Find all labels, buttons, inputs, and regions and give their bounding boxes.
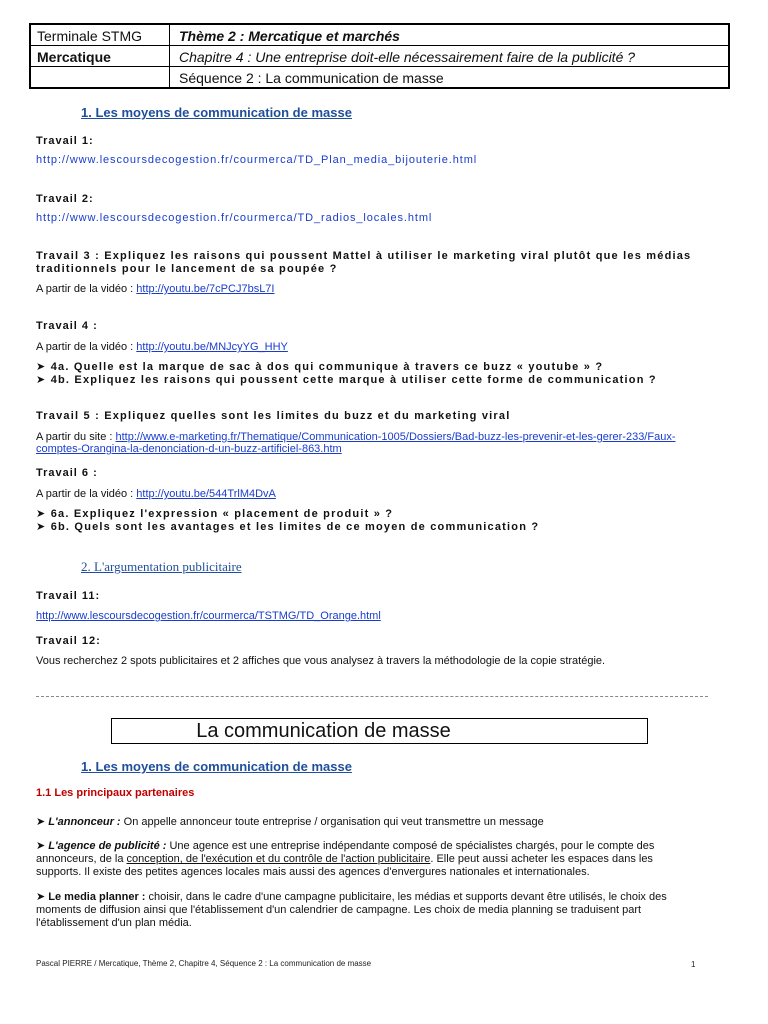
travail-12-text: Vous recherchez 2 spots publicitaires et 2 affiches que vous analysez à travers la méthodologie de la copie stratégie. bbox=[36, 655, 606, 667]
agence-line-3: supports. Il existe des petites agences locales mais aussi des agences d'envergures nationales et internationales. bbox=[36, 866, 590, 878]
dashed-separator bbox=[36, 696, 708, 697]
travail-2-label: Travail 2: bbox=[36, 193, 94, 205]
travail-11-link[interactable]: http://www.lescoursdecogestion.fr/courmerca/TSTMG/TD_Orange.html bbox=[36, 610, 381, 622]
arrow-bullet-icon: ➤ bbox=[36, 891, 49, 903]
annonceur-label: L'annonceur : bbox=[48, 816, 121, 828]
travail-1-link[interactable]: http://www.lescoursdecogestion.fr/courmerca/TD_Plan_media_bijouterie.html bbox=[36, 154, 478, 166]
travail-3-video-prefix: A partir de la vidéo : bbox=[36, 283, 137, 295]
travail-5-link-part2[interactable]: comptes-Orangina-la-denonciation-d-un-buzz-artificiel-863.htm bbox=[36, 443, 342, 455]
agence-text-2a: annonceurs, de la bbox=[36, 853, 127, 865]
travail-4b-question: 4b. Expliquez les raisons qui poussent cette marque à utiliser cette forme de communication ? bbox=[50, 374, 657, 386]
travail-6-video-link[interactable]: http://youtu.be/544TrlM4DvA bbox=[136, 488, 276, 500]
travail-5-site-prefix: A partir du site : bbox=[36, 431, 116, 443]
travail-1-label: Travail 1: bbox=[36, 135, 94, 147]
travail-6-video-prefix: A partir de la vidéo : bbox=[36, 488, 137, 500]
agence-label: L'agence de publicité : bbox=[48, 840, 167, 852]
travail-4-video-line bbox=[36, 341, 288, 353]
arrow-bullet-icon: ➤ bbox=[36, 374, 51, 386]
travail-6a-question: 6a. Expliquez l'expression « placement de produit » ? bbox=[50, 508, 394, 520]
media-line-3: l'établissement d'un plan média. bbox=[36, 917, 192, 929]
agence-text-1: Une agence est une entreprise indépendante composé de spécialistes chargés, pour le compte des bbox=[166, 840, 655, 852]
header-row-2 bbox=[31, 46, 728, 67]
section2-title: 2. L'argumentation publicitaire bbox=[81, 559, 242, 574]
arrow-bullet-icon: ➤ bbox=[36, 521, 51, 533]
travail-6-video-line bbox=[36, 488, 276, 500]
travail-3-video-link[interactable]: http://youtu.be/7cPCJ7bsL7I bbox=[136, 283, 275, 295]
footer-text: Pascal PIERRE / Mercatique, Thème 2, Chapitre 4, Séquence 2 : La communication de masse bbox=[36, 959, 372, 968]
agence-line-2 bbox=[36, 853, 720, 866]
course-subtitle: 1.1 Les principaux partenaires bbox=[36, 787, 195, 799]
agence-text-2-underlined: conception, de l'exécution et du contrôle de l'action publicitaire bbox=[126, 853, 431, 865]
media-label: Le media planner : bbox=[48, 891, 146, 903]
arrow-bullet-icon: ➤ bbox=[36, 361, 51, 373]
travail-4-video-link[interactable]: http://youtu.be/MNJcyYG_HHY bbox=[136, 341, 288, 353]
travail-4-label: Travail 4 : bbox=[36, 320, 98, 332]
travail-4b-item bbox=[36, 373, 657, 386]
travail-5-link-part1[interactable]: http://www.e-marketing.fr/Thematique/Communication-1005/Dossiers/Bad-buzz-les-prevenir-et-les-gerer-233/Faux- bbox=[115, 431, 676, 443]
annonceur-paragraph bbox=[36, 816, 720, 829]
page-number: 1 bbox=[691, 960, 696, 969]
header-theme-label: Thème 2 : Mercatique et marchés bbox=[179, 28, 400, 44]
travail-4a-question: 4a. Quelle est la marque de sac à dos qui communique à travers ce buzz « youtube » ? bbox=[50, 361, 604, 373]
annonceur-text: On appelle annonceur toute entreprise / organisation qui veut transmettre un message bbox=[120, 816, 544, 828]
arrow-bullet-icon: ➤ bbox=[36, 816, 49, 828]
agence-text-2b: . Elle peut aussi acheter les espaces dans les bbox=[430, 853, 653, 865]
travail-4a-item bbox=[36, 360, 603, 373]
travail-6a-item bbox=[36, 507, 393, 520]
travail-6-label: Travail 6 : bbox=[36, 467, 98, 479]
travail-3-question-line2: traditionnels pour le lancement de sa poupée ? bbox=[36, 263, 338, 275]
travail-6b-item bbox=[36, 520, 539, 533]
arrow-bullet-icon: ➤ bbox=[36, 508, 51, 520]
header-subject-label: Mercatique bbox=[37, 49, 111, 65]
travail-6b-question: 6b. Quels sont les avantages et les limites de ce moyen de communication ? bbox=[50, 521, 540, 533]
header-sequence-label: Séquence 2 : La communication de masse bbox=[179, 70, 444, 86]
travail-2-link[interactable]: http://www.lescoursdecogestion.fr/courmerca/TD_radios_locales.html bbox=[36, 212, 433, 224]
media-line-1 bbox=[36, 891, 720, 904]
arrow-bullet-icon: ➤ bbox=[36, 840, 49, 852]
course-big-title: La communication de masse bbox=[196, 720, 451, 742]
travail-11-label: Travail 11: bbox=[36, 590, 101, 602]
header-row-3 bbox=[31, 67, 728, 88]
header-class-label: Terminale STMG bbox=[37, 28, 143, 44]
media-line-2: moments de diffusion ainsi que l'établissement d'un calendrier de campagne. Les choix de media planning se traduisent part bbox=[36, 904, 642, 916]
travail-3-video-line bbox=[36, 283, 274, 295]
travail-3-question-line1: Travail 3 : Expliquez les raisons qui poussent Mattel à utiliser le marketing viral plutôt que les médias bbox=[36, 250, 692, 262]
travail-5-site-line bbox=[36, 431, 675, 443]
travail-5-question: Travail 5 : Expliquez quelles sont les limites du buzz et du marketing viral bbox=[36, 410, 511, 422]
media-planner-paragraph bbox=[36, 891, 720, 930]
agence-paragraph bbox=[36, 840, 720, 879]
travail-12-label: Travail 12: bbox=[36, 635, 101, 647]
section1-title: 1. Les moyens de communication de masse bbox=[81, 105, 352, 120]
course-section-title: 1. Les moyens de communication de masse bbox=[81, 759, 352, 774]
header-table bbox=[29, 23, 730, 89]
agence-line-1 bbox=[36, 840, 720, 853]
header-row-1 bbox=[31, 25, 728, 46]
header-chapter-label: Chapitre 4 : Une entreprise doit-elle nécessairement faire de la publicité ? bbox=[179, 49, 636, 65]
travail-4-video-prefix: A partir de la vidéo : bbox=[36, 341, 137, 353]
media-text-1: choisir, dans le cadre d'une campagne publicitaire, les médias et supports devant être utilisés, le choix des bbox=[145, 891, 667, 903]
course-title-box bbox=[111, 718, 648, 744]
